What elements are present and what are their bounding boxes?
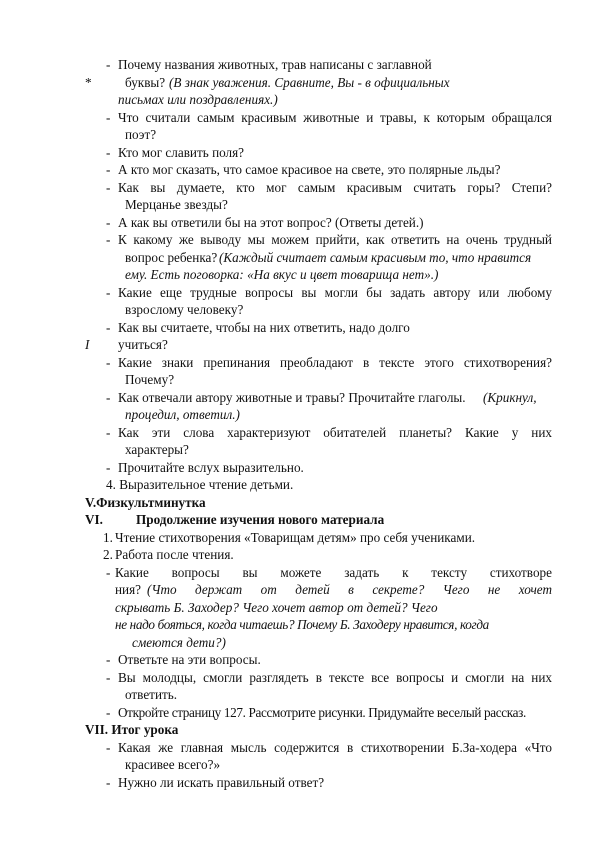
- list-dash: -: [106, 180, 111, 195]
- answer-text: письмах или поздравлениях.): [118, 92, 278, 107]
- question-text: Прочитайте вслух выразительно.: [118, 460, 304, 475]
- list-dash: -: [106, 705, 111, 720]
- question-text: взрослому человеку?: [125, 302, 244, 317]
- question-text: Как отвечали автору животные и травы? Прочитайте глаголы.: [118, 390, 466, 405]
- list-dash: -: [106, 145, 111, 160]
- answer-text: смеются дети?): [132, 635, 226, 650]
- list-number: 2.: [103, 547, 113, 562]
- question-text: А кто мог сказать, что самое красивое на свете, это полярные льды?: [118, 162, 501, 177]
- question-text: Откройте страницу 127. Рассмотрите рисунки. Придумайте веселый рассказ.: [118, 705, 526, 720]
- list-dash: -: [106, 285, 111, 300]
- question-text: характеры?: [125, 442, 189, 457]
- question-text: вопрос ребенка?: [125, 250, 218, 265]
- list-dash: -: [106, 425, 111, 440]
- list-dash: -: [106, 390, 111, 405]
- numbered-item: 4. Выразительное чтение детьми.: [106, 477, 294, 492]
- question-text: учиться?: [118, 337, 168, 352]
- section-heading: Продолжение изучения нового материала: [136, 512, 385, 527]
- asterisk-mark: *: [85, 75, 92, 90]
- answer-text: (Каждый считает самым красивым то, что нравится: [219, 250, 532, 265]
- question-text: Мерцанье звезды?: [125, 197, 228, 212]
- section-heading: V.Физкультминутка: [85, 495, 206, 510]
- section-number: VI.: [85, 512, 103, 527]
- list-dash: -: [106, 215, 111, 230]
- question-text: Вы молодцы, смогли разглядеть в тексте все вопросы и смогли на них: [118, 670, 552, 685]
- question-text: Почему названия животных, трав написаны с заглавной: [118, 57, 432, 72]
- list-dash: -: [106, 460, 111, 475]
- question-text: красивее всего?»: [125, 757, 221, 772]
- list-dash: -: [106, 775, 111, 790]
- list-dash: -: [106, 670, 111, 685]
- question-text: Какая же главная мысль содержится в стихотворении Б.За-ходера «Что: [118, 740, 552, 755]
- question-text: Какие знаки препинания преобладают в тексте этого стихотворения?: [118, 355, 552, 370]
- question-text: Что считали самым красивым животные и травы, к которым обращался: [118, 110, 552, 125]
- question-text: поэт?: [125, 127, 157, 142]
- answer-text: ему. Есть поговорка: «На вкус и цвет товарища нет».): [125, 267, 439, 282]
- answer-text: (Крикнул,: [483, 390, 537, 405]
- question-text: буквы?: [125, 75, 166, 90]
- numbered-item: Чтение стихотворения «Товарищам детям» про себя учениками.: [115, 530, 476, 545]
- numbered-item: Работа после чтения.: [115, 547, 234, 562]
- list-dash: -: [106, 57, 111, 72]
- question-text: Какие еще трудные вопросы вы могли бы задать автору или любому: [118, 285, 552, 300]
- question-text: Какие вопросы вы можете задать к тексту стихотворе: [115, 565, 552, 580]
- question-text: Кто мог славить поля?: [118, 145, 245, 160]
- answer-text: (Что держат от детей в секрете? Чего не хочет: [147, 582, 552, 597]
- question-text: Почему?: [125, 372, 175, 387]
- question-text: Как эти слова характеризуют обитателей планеты? Какие у них: [118, 425, 552, 440]
- question-text: Как вы считаете, чтобы на них ответить, надо долго: [118, 320, 410, 335]
- list-dash: -: [106, 320, 111, 335]
- list-dash: -: [106, 355, 111, 370]
- question-text: А как вы ответили бы на этот вопрос? (Ответы детей.): [118, 215, 424, 230]
- question-text: К какому же выводу мы можем прийти, как ответить на очень трудный: [118, 232, 552, 247]
- list-dash: -: [106, 110, 111, 125]
- answer-text: не надо бояться, когда читаешь? Почему Б. Заходеру нравится, когда: [115, 617, 489, 632]
- list-dash: -: [106, 740, 111, 755]
- margin-mark: I: [85, 337, 90, 352]
- list-dash: -: [106, 162, 111, 177]
- answer-text: процедил, ответил.): [125, 407, 240, 422]
- question-text: ния?: [115, 582, 142, 597]
- list-number: 1.: [103, 530, 113, 545]
- list-dash: -: [106, 652, 111, 667]
- question-text: Как вы думаете, кто мог самым красивым считать горы? Степи?: [118, 180, 552, 195]
- list-dash: -: [106, 565, 111, 580]
- answer-text: скрывать Б. Заходер? Чего хочет автор от детей? Чего: [115, 600, 438, 615]
- section-heading: VII. Итог урока: [85, 722, 179, 737]
- list-dash: -: [106, 232, 111, 247]
- question-text: ответить.: [125, 687, 178, 702]
- answer-text: (В знак уважения. Сравните, Вы - в официальных: [169, 75, 450, 90]
- question-text: Нужно ли искать правильный ответ?: [118, 775, 325, 790]
- question-text: Ответьте на эти вопросы.: [118, 652, 261, 667]
